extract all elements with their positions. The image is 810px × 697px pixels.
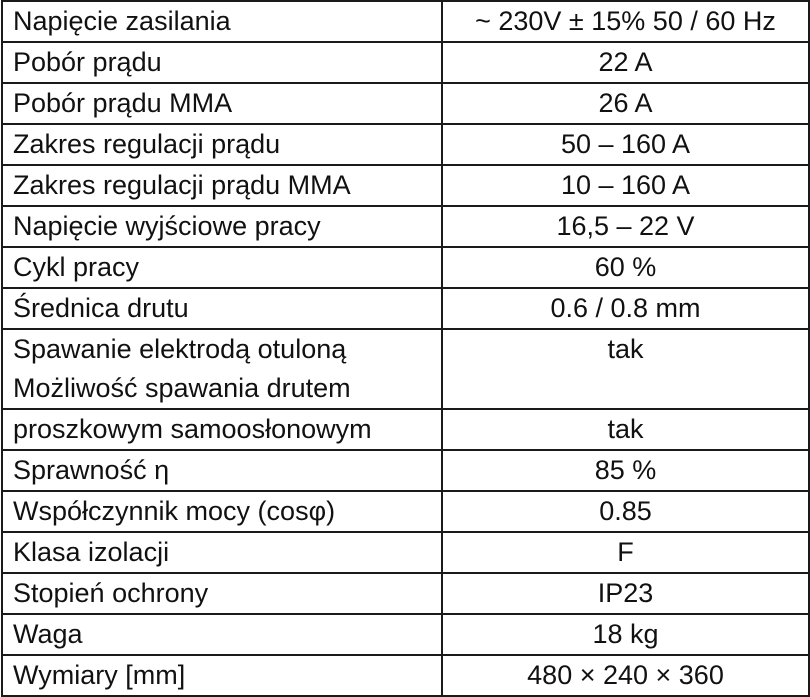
table-row <box>2 491 809 532</box>
table-row <box>2 573 809 614</box>
spec-value: 60 % <box>442 247 809 288</box>
spec-label: Napięcie zasilania <box>2 1 442 42</box>
table-row <box>2 532 809 573</box>
spec-label: Zakres regulacji prądu MMA <box>2 165 442 206</box>
table-row <box>2 655 809 696</box>
spec-value: tak <box>442 329 809 409</box>
spec-label-line: Spawanie elektrodą otuloną <box>13 334 347 364</box>
spec-label: Waga <box>2 614 442 655</box>
table-row <box>2 124 809 165</box>
spec-value: 50 – 160 A <box>442 124 809 165</box>
spec-value: 26 A <box>442 83 809 124</box>
table-row <box>2 450 809 491</box>
spec-value: 16,5 – 22 V <box>442 206 809 247</box>
spec-label-line: Możliwość spawania drutem <box>13 373 351 403</box>
table-row <box>2 288 809 329</box>
spec-label: Pobór prądu MMA <box>2 83 442 124</box>
spec-value: ~ 230V ± 15% 50 / 60 Hz <box>442 1 809 42</box>
spec-value: tak <box>442 409 809 450</box>
spec-value: IP23 <box>442 573 809 614</box>
spec-value: 0.85 <box>442 491 809 532</box>
spec-label: Zakres regulacji prądu <box>2 124 442 165</box>
spec-label: Pobór prądu <box>2 42 442 83</box>
table-row <box>2 409 809 450</box>
spec-value: 22 A <box>442 42 809 83</box>
table-row <box>2 247 809 288</box>
spec-label: Stopień ochrony <box>2 573 442 614</box>
spec-label: proszkowym samoosłonowym <box>2 409 442 450</box>
spec-label: Napięcie wyjściowe pracy <box>2 206 442 247</box>
table-row <box>2 206 809 247</box>
spec-label: Cykl pracy <box>2 247 442 288</box>
spec-label: Wymiary [mm] <box>2 655 442 696</box>
spec-value: 10 – 160 A <box>442 165 809 206</box>
table-row <box>2 1 809 42</box>
spec-value: 0.6 / 0.8 mm <box>442 288 809 329</box>
spec-label: Współczynnik mocy (cosφ) <box>2 491 442 532</box>
table-row <box>2 329 809 409</box>
table-row <box>2 83 809 124</box>
spec-value: 18 kg <box>442 614 809 655</box>
spec-label-two-line <box>2 329 442 409</box>
specifications-table <box>1 0 810 697</box>
table-row <box>2 42 809 83</box>
spec-value: F <box>442 532 809 573</box>
spec-value: 480 × 240 × 360 <box>442 655 809 696</box>
spec-label: Sprawność η <box>2 450 442 491</box>
spec-label: Klasa izolacji <box>2 532 442 573</box>
table-row <box>2 614 809 655</box>
table-row <box>2 165 809 206</box>
spec-value: 85 % <box>442 450 809 491</box>
spec-label: Średnica drutu <box>2 288 442 329</box>
